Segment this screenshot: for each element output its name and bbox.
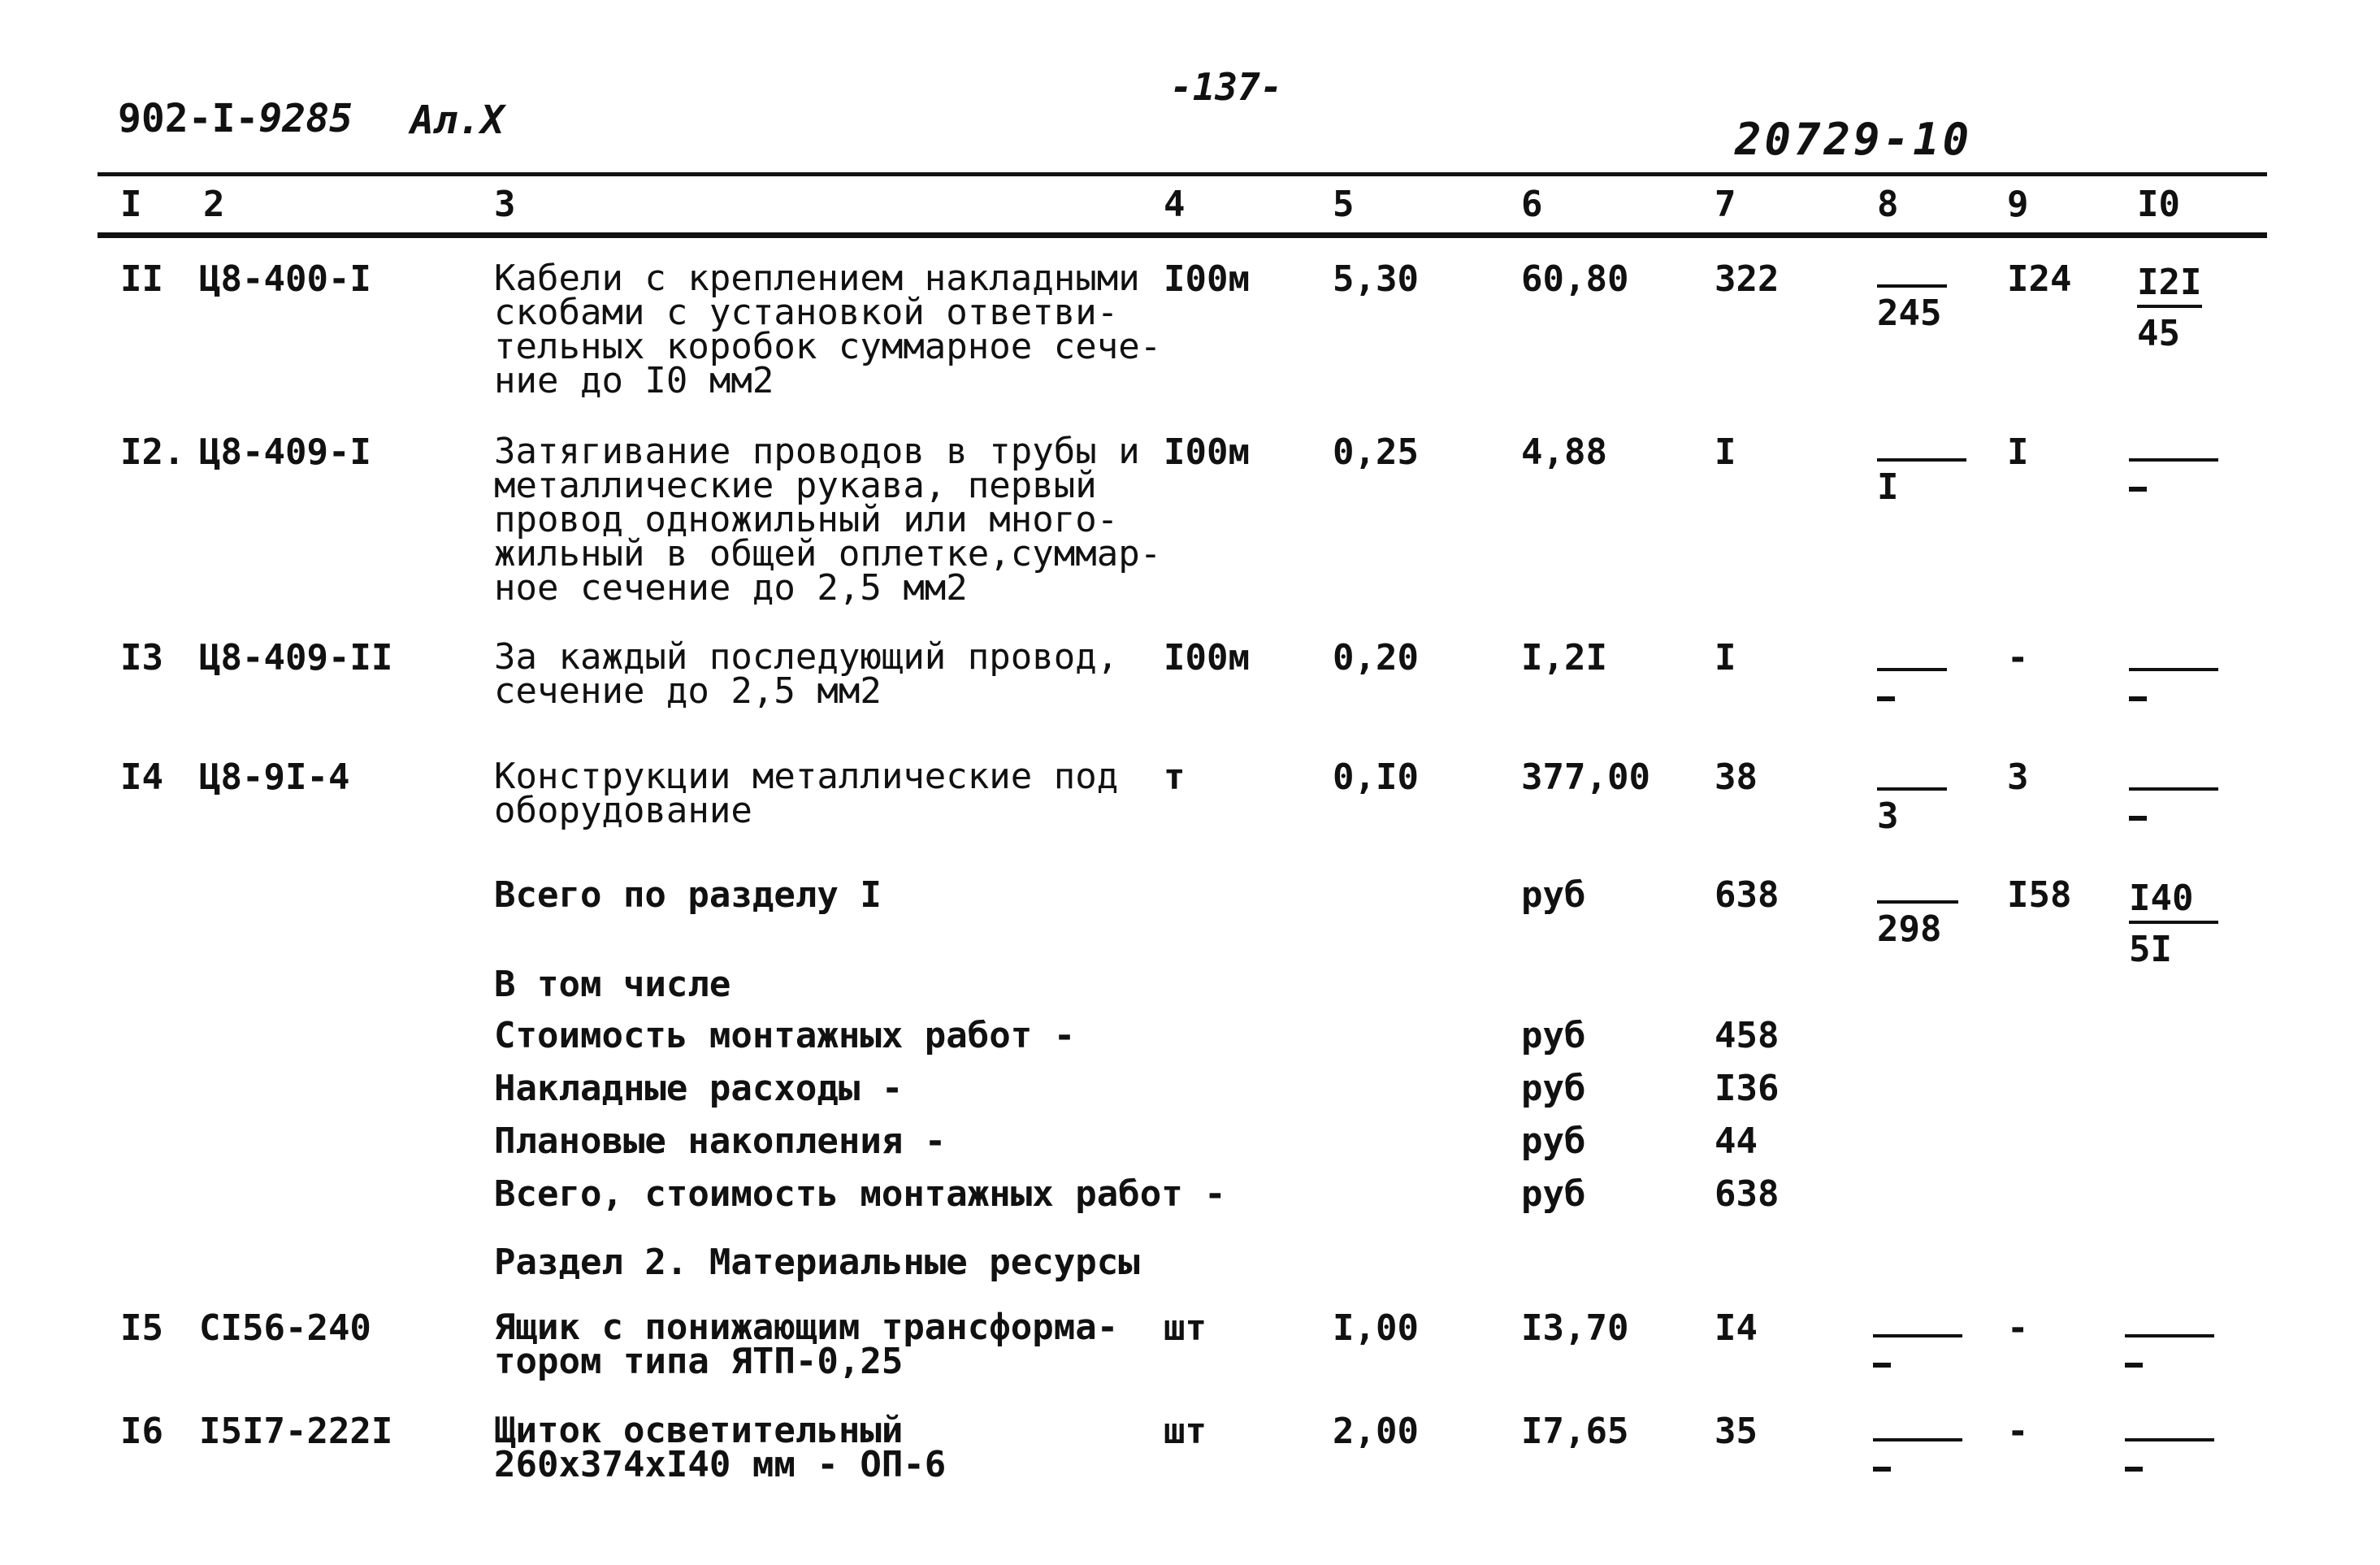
fraction-top: [1877, 881, 1958, 899]
row-col8-fraction: [1877, 768, 1947, 837]
fraction-top: [2125, 1419, 2214, 1437]
dash-mark: [1873, 1467, 1891, 1472]
fraction-bottom: [1873, 1446, 1962, 1488]
including-item-unit: руб: [1521, 1173, 1586, 1215]
dash-mark: [2125, 1467, 2143, 1472]
row-total: 35: [1715, 1411, 1758, 1452]
row-col8-fraction: [1873, 1315, 1962, 1384]
row-col8-fraction: [1877, 648, 1947, 717]
including-item-unit: руб: [1521, 1015, 1586, 1056]
row-total: I4: [1715, 1307, 1758, 1349]
fraction-bottom: 45: [2137, 313, 2180, 354]
row-description: Кабели с креплением накладными скобами с установкой ответви- тельных коробок суммарное сече- ние до I0 мм2: [494, 258, 1162, 401]
section-total-col9: I58: [2007, 874, 2072, 916]
fraction-top: [1873, 1419, 1962, 1437]
fraction-bottom: [2129, 466, 2218, 508]
dash-mark: [2125, 1363, 2143, 1368]
col-header-3: 3: [494, 184, 516, 225]
including-item-label: Всего, стоимость монтажных работ -: [494, 1173, 1226, 1215]
row-code: I5I7-222I: [199, 1411, 393, 1452]
including-item-label: Стоимость монтажных работ -: [494, 1015, 1076, 1056]
row-number: I5: [120, 1307, 163, 1349]
including-item-value: 638: [1715, 1173, 1780, 1215]
row-number: I3: [120, 637, 163, 678]
row-col9: -: [2007, 637, 2029, 678]
col-header-1: I: [120, 184, 142, 225]
row-description: Конструкции металлические под оборудование: [494, 756, 1119, 831]
row-price: 4,88: [1521, 431, 1607, 473]
row-col9: I24: [2007, 258, 2072, 300]
row-price: I3,70: [1521, 1307, 1629, 1349]
col-header-10: I0: [2137, 184, 2180, 225]
page-number: -137-: [1170, 65, 1283, 109]
section-total-value: 638: [1715, 874, 1780, 916]
row-number: I4: [120, 756, 163, 798]
row-col10-fraction: [2125, 1315, 2214, 1384]
fraction-bottom: 3: [1877, 796, 1899, 837]
row-total: I: [1715, 431, 1736, 473]
row-unit: I00м: [1164, 637, 1250, 678]
row-code: Ц8-400-I: [199, 258, 371, 300]
including-item-value: I36: [1715, 1068, 1780, 1109]
row-qty: 0,25: [1333, 431, 1419, 473]
row-unit: шт: [1164, 1411, 1207, 1452]
dash-mark: [1877, 696, 1895, 701]
fraction-top: [1873, 1315, 1962, 1333]
col-header-2: 2: [203, 184, 225, 225]
fraction-top: I40: [2129, 878, 2194, 919]
fraction-top: [2129, 648, 2218, 666]
row-qty: I,00: [1333, 1307, 1419, 1349]
fraction-top: [2129, 439, 2218, 457]
col-header-9: 9: [2007, 184, 2029, 225]
row-col10-fraction: [2129, 439, 2218, 508]
doc-code-handwritten: 9285: [258, 96, 353, 141]
row-price: 60,80: [1521, 258, 1629, 300]
col-header-4: 4: [1164, 184, 1186, 225]
row-price: I7,65: [1521, 1411, 1629, 1452]
fraction-line: [2129, 921, 2218, 924]
row-unit: шт: [1164, 1307, 1207, 1349]
col-header-5: 5: [1333, 184, 1355, 225]
including-item-value: 458: [1715, 1015, 1780, 1056]
fraction-top: [2125, 1315, 2214, 1333]
fraction-line: [2137, 305, 2202, 308]
row-col10-fraction: [2129, 648, 2218, 717]
row-code: СI56-240: [199, 1307, 371, 1349]
row-unit: I00м: [1164, 431, 1250, 473]
section-total-col10-fraction: [2129, 878, 2218, 970]
row-qty: 2,00: [1333, 1411, 1419, 1452]
row-qty: 5,30: [1333, 258, 1419, 300]
row-col9: -: [2007, 1411, 2029, 1452]
fraction-bottom: I: [1877, 466, 1899, 508]
row-number: II: [120, 258, 163, 300]
sheet-code: 20729-10: [1735, 114, 1973, 165]
row-total: I: [1715, 637, 1736, 678]
header-underline: [98, 232, 2267, 238]
fraction-bottom: [1873, 1342, 1962, 1384]
fraction-bottom: 298: [1877, 908, 1942, 950]
dash-mark: [2129, 696, 2147, 701]
row-col10-fraction: [2137, 262, 2202, 354]
including-item-unit: руб: [1521, 1068, 1586, 1109]
album-label: Ал.X: [410, 98, 505, 143]
row-col8-fraction: [1877, 439, 1966, 508]
fraction-bottom: [2125, 1342, 2214, 1384]
row-col9: -: [2007, 1307, 2029, 1349]
doc-code-printed: 902-I-: [118, 96, 259, 141]
fraction-top: [1877, 648, 1947, 666]
row-unit: I00м: [1164, 258, 1250, 300]
row-description: Затягивание проводов в трубы и металлические рукава, первый провод одножильный или много- жильный в общей оплетке,суммар- ное сечение до 2,5 мм2: [494, 431, 1162, 609]
row-price: I,2I: [1521, 637, 1607, 678]
row-col9: I: [2007, 431, 2029, 473]
row-qty: 0,I0: [1333, 756, 1419, 798]
fraction-top: I2I: [2137, 262, 2202, 303]
section-total-unit: руб: [1521, 874, 1586, 916]
row-description: За каждый последующий провод, сечение до 2,5 мм2: [494, 636, 1119, 712]
including-item-label: Плановые накопления -: [494, 1121, 947, 1162]
including-title: В том числе: [494, 964, 731, 1005]
fraction-top: [1877, 265, 1947, 283]
col-header-7: 7: [1715, 184, 1736, 225]
fraction-top: [2129, 768, 2218, 786]
fraction-bottom: [2129, 676, 2218, 717]
including-item-unit: руб: [1521, 1121, 1586, 1162]
col-header-8: 8: [1877, 184, 1899, 225]
row-col9: 3: [2007, 756, 2029, 798]
section-total-label: Всего по разделу I: [494, 874, 882, 916]
dash-mark: [1873, 1363, 1891, 1368]
fraction-top: [1877, 768, 1947, 786]
row-qty: 0,20: [1333, 637, 1419, 678]
fraction-top: [1877, 439, 1966, 457]
row-number: I6: [120, 1411, 163, 1452]
col-header-6: 6: [1521, 184, 1543, 225]
row-col8-fraction: [1873, 1419, 1962, 1488]
fraction-bottom: 245: [1877, 293, 1942, 334]
row-description: Ящик с понижающим трансформа- тором типа ЯТП-0,25: [494, 1307, 1119, 1382]
row-col8-fraction: [1877, 265, 1947, 334]
dash-mark: [2129, 487, 2147, 492]
row-code: Ц8-409-II: [199, 637, 393, 678]
row-col10-fraction: [2125, 1419, 2214, 1488]
row-description: Щиток осветительный 260х374хI40 мм - ОП-6: [494, 1410, 947, 1485]
row-total: 322: [1715, 258, 1780, 300]
fraction-bottom: 5I: [2129, 929, 2172, 970]
fraction-bottom: [2129, 796, 2218, 837]
row-code: Ц8-9I-4: [199, 756, 350, 798]
row-unit: т: [1164, 756, 1186, 798]
dash-mark: [2129, 816, 2147, 821]
fraction-bottom: [2125, 1446, 2214, 1488]
fraction-bottom: [1877, 676, 1947, 717]
row-price: 377,00: [1521, 756, 1650, 798]
section2-title: Раздел 2. Материальные ресурсы: [494, 1242, 1140, 1283]
including-item-label: Накладные расходы -: [494, 1068, 904, 1109]
top-rule: [98, 172, 2267, 176]
doc-code: [118, 96, 353, 141]
row-col10-fraction: [2129, 768, 2218, 837]
row-code: Ц8-409-I: [199, 431, 371, 473]
row-number: I2.: [120, 431, 185, 473]
section-total-col8-fraction: [1877, 881, 1958, 950]
row-total: 38: [1715, 756, 1758, 798]
including-item-value: 44: [1715, 1121, 1758, 1162]
